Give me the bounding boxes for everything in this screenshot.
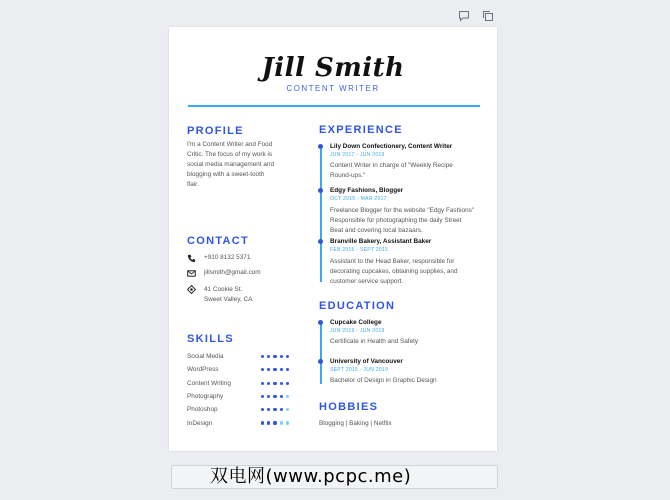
school-description: Bachelor of Design in Graphic Design — [330, 377, 437, 384]
job-line: Round-ups." — [330, 172, 366, 179]
job-dates: JUN 2017 - JUN 2019 — [330, 152, 385, 158]
skill-row — [187, 406, 289, 413]
phone-icon — [187, 254, 196, 263]
location-icon — [187, 285, 196, 294]
job-title: Lily Down Confectionery, Content Writer — [330, 143, 453, 150]
profile-heading: PROFILE — [187, 125, 244, 137]
skill-rating — [261, 421, 289, 424]
job-dates: OCT 2015 - MAR 2017 — [330, 196, 387, 202]
contact-heading: CONTACT — [187, 235, 250, 247]
job-description — [330, 257, 488, 287]
rating-dot — [280, 421, 283, 424]
comment-icon[interactable] — [458, 10, 470, 22]
contact-phone: +910 8132 5371 — [204, 254, 251, 261]
experience-timeline — [320, 149, 322, 282]
contact-phone-row — [187, 254, 250, 263]
rating-dot — [280, 382, 283, 385]
skill-rating — [261, 382, 289, 385]
rating-dot — [280, 395, 283, 398]
address-line-1: 41 Cookie St. — [204, 286, 243, 293]
timeline-dot — [318, 239, 323, 244]
rating-dot — [267, 355, 270, 358]
rating-dot — [280, 355, 283, 358]
job-dates: FEB 2015 - SEPT 2015 — [330, 247, 389, 253]
contact-address-row — [187, 285, 252, 305]
rating-dot — [280, 408, 283, 411]
rating-dot — [286, 408, 289, 411]
address-line-2: Sweet Valley, CA — [204, 296, 253, 303]
rating-dot — [267, 395, 270, 398]
header-divider — [188, 105, 480, 107]
skill-name: Content Writing — [187, 379, 231, 387]
skill-name: WordPress — [187, 366, 219, 374]
rating-dot — [280, 368, 283, 371]
job-line: Beat and covering local bazaars. — [330, 227, 423, 234]
top-toolbar — [458, 10, 494, 22]
school-dates: JUN 2019 - JUN 2019 — [330, 328, 385, 334]
rating-dot — [286, 382, 289, 385]
timeline-dot — [318, 144, 323, 149]
rating-dot — [261, 368, 264, 371]
skill-name: Social Media — [187, 353, 224, 360]
skill-row — [187, 393, 289, 400]
skill-rating — [261, 408, 289, 411]
mail-icon — [187, 269, 196, 278]
profile-line: blogging with a sweet-tooth — [187, 171, 265, 178]
timeline-dot — [318, 320, 323, 325]
experience-heading: EXPERIENCE — [319, 124, 403, 136]
rating-dot — [267, 368, 270, 371]
timeline-dot — [318, 359, 323, 364]
resume-role: CONTENT WRITER — [286, 84, 380, 93]
education-timeline — [320, 324, 322, 384]
timeline-dot — [318, 188, 323, 193]
skill-rating — [261, 368, 289, 371]
job-line: decorating cupcakes, obtaining supplies, and — [330, 268, 458, 275]
rating-dot — [273, 382, 276, 385]
copy-icon[interactable] — [482, 10, 494, 22]
rating-dot — [273, 421, 276, 424]
skill-row — [187, 420, 289, 427]
rating-dot — [261, 408, 264, 411]
rating-dot — [273, 395, 276, 398]
skill-rating — [261, 355, 289, 358]
skill-row — [187, 353, 289, 360]
rating-dot — [261, 382, 264, 385]
skills-heading: SKILLS — [187, 333, 234, 345]
rating-dot — [286, 421, 289, 424]
school-dates: SEPT 2015 - JUN 2019 — [330, 367, 389, 373]
job-line: Freelance Blogger for the website "Edgy Fashions" — [330, 207, 475, 214]
job-description — [330, 206, 488, 236]
hobbies-heading: HOBBIES — [319, 401, 379, 413]
rating-dot — [273, 355, 276, 358]
contact-address — [204, 285, 252, 305]
rating-dot — [267, 408, 270, 411]
skill-row — [187, 366, 289, 373]
job-line: Content Writer in charge of "Weekly Recipe — [330, 162, 453, 169]
watermark-text: 双电网(www.pcpc.me) — [210, 466, 412, 487]
rating-dot — [267, 421, 270, 424]
rating-dot — [261, 355, 264, 358]
skill-name: Photoshop — [187, 406, 218, 414]
job-line: Responsible for photographing the daily Street — [330, 217, 462, 224]
job-line: customer service support. — [330, 278, 404, 285]
skill-rating — [261, 395, 289, 398]
rating-dot — [267, 382, 270, 385]
profile-text — [187, 140, 274, 190]
resume-name: Jill Smith — [261, 53, 405, 83]
rating-dot — [286, 355, 289, 358]
skill-name: InDesign — [187, 419, 213, 427]
school-description: Certificate in Health and Safety — [330, 338, 419, 345]
rating-dot — [261, 395, 264, 398]
rating-dot — [286, 368, 289, 371]
resume-page[interactable] — [169, 27, 497, 451]
job-line: Assistant to the Head Baker, responsible for — [330, 258, 455, 265]
profile-line: flair. — [187, 181, 199, 188]
rating-dot — [273, 408, 276, 411]
contact-email-row — [187, 269, 261, 278]
school-title: Cupcake College — [330, 319, 382, 326]
school-title: University of Vancouver — [330, 358, 403, 365]
skill-name: Photography — [187, 392, 224, 400]
job-title: Edgy Fashions, Blogger — [330, 187, 404, 194]
rating-dot — [273, 368, 276, 371]
profile-line: Critic. The focus of my work is — [187, 151, 273, 158]
skill-row — [187, 380, 289, 387]
education-heading: EDUCATION — [319, 300, 396, 312]
profile-line: social media management and — [187, 161, 275, 168]
job-description — [330, 161, 488, 181]
job-title: Branville Bakery, Assistant Baker — [330, 238, 432, 245]
profile-line: I'm a Content Writer and Food — [187, 141, 273, 148]
rating-dot — [261, 421, 264, 424]
contact-email[interactable]: jillsmith@gmail.com — [204, 269, 261, 276]
rating-dot — [286, 395, 289, 398]
hobbies-text: Blogging | Baking | Netflix — [319, 420, 392, 427]
